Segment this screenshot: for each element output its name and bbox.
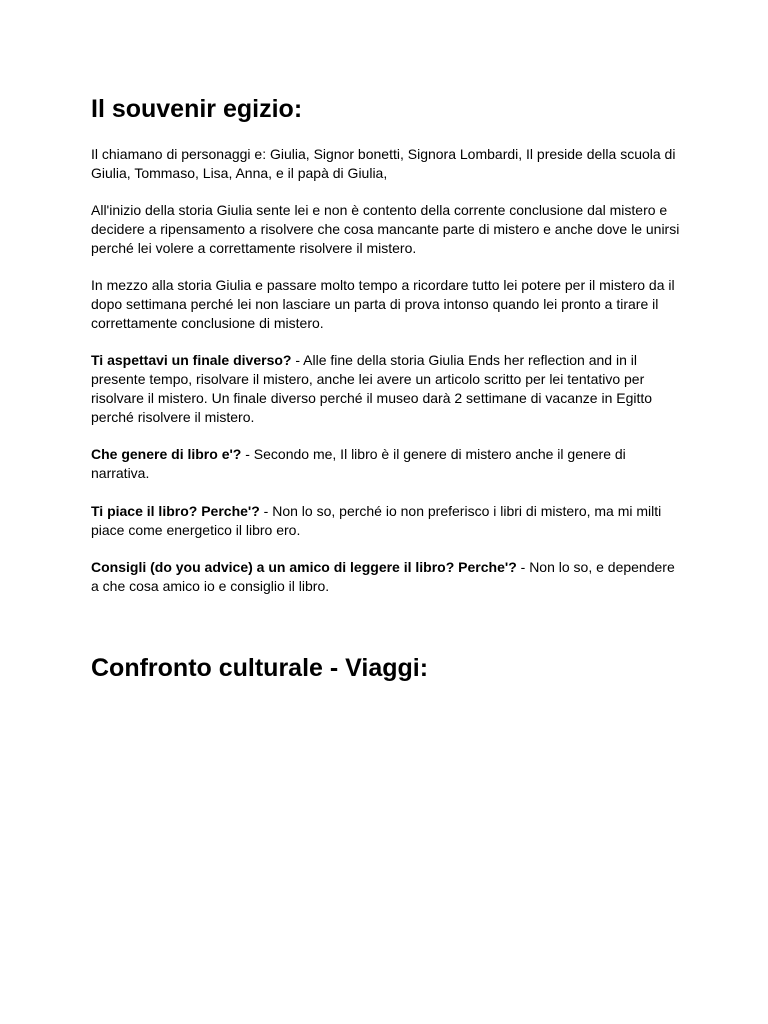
question-genre: Che genere di libro e'?: [91, 446, 242, 462]
question-finale: Ti aspettavi un finale diverso?: [91, 352, 292, 368]
answer-finale: - Alle fine della storia Giulia Ends her reflection and in il presente tempo, risolvare il mistero, anche lei avere un articolo scritto per lei tentativo per risolvare il mistero. Un finale diverso perché il museo darà 2 settimane di vacanze in Egitto perché risolvere il mistero.: [91, 352, 653, 425]
answer-recommend: - Non lo so, e dependere a che cosa amico io e consiglio il libro.: [91, 559, 675, 594]
paragraph-story-start: All'inizio della storia Giulia sente lei e non è contento della corrente conclusione dal mistero e decidere a ripensamento a risolvere che cosa mancante parte di mistero e anche dove le unirsi perché lei volere a correttamente risolvere il mistero.: [91, 202, 680, 256]
qa-item-recommend: [91, 558, 683, 596]
qa-item-genre: [91, 445, 683, 483]
answer-like: - Non lo so, perché io non preferisco i libri di mistero, ma mi milti piace come energetico il libro ero.: [91, 503, 662, 538]
question-recommend: Consigli (do you advice) a un amico di leggere il libro? Perche'?: [91, 559, 517, 575]
section-title-cultural-comparison: Confronto culturale - Viaggi:: [91, 654, 429, 682]
paragraph-characters: Il chiamano di personaggi e: Giulia, Signor bonetti, Signora Lombardi, Il preside della scuola di Giulia, Tommaso, Lisa, Anna, e il papà di Giulia,: [91, 146, 676, 181]
answer-genre: - Secondo me, Il libro è il genere di mistero anche il genere di narrativa.: [91, 446, 626, 481]
qa-item-finale: [91, 351, 683, 427]
question-like: Ti piace il libro? Perche'?: [91, 503, 260, 519]
document-title: Il souvenir egizio:: [91, 95, 303, 123]
qa-item-like: [91, 502, 683, 540]
paragraph-story-middle: In mezzo alla storia Giulia e passare molto tempo a ricordare tutto lei potere per il mistero da il dopo settimana perché lei non lasciare un parta di prova intonso quando lei pronto a tirare il correttamente conclusione di mistero.: [91, 277, 675, 331]
